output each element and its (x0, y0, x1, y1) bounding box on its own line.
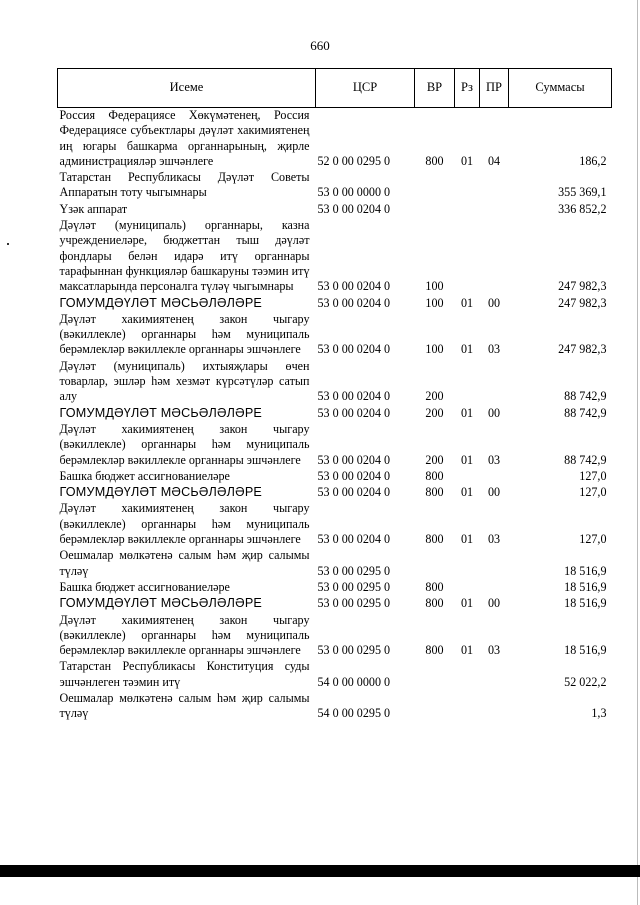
row-sum: 127,0 (579, 485, 607, 500)
row-rz (455, 659, 480, 691)
row-rz (455, 469, 480, 485)
row-vr: 800 (425, 596, 444, 611)
row-name: Татарстан Республикасы Конституция суды эшчәнлеген тәэмин итү (59, 659, 310, 689)
row-csr: 53 0 00 0204 0 (317, 342, 391, 357)
row-rz (455, 170, 480, 202)
table-header-row (58, 69, 612, 108)
table-row (58, 485, 612, 501)
row-pr: 04 (487, 153, 501, 168)
table-row (58, 202, 612, 218)
row-csr: 53 0 00 0204 0 (317, 468, 391, 483)
row-sum: 127,0 (579, 532, 607, 547)
row-vr: 200 (425, 452, 444, 467)
table-row (58, 108, 612, 171)
row-name: Дәүләт (муниципаль) ихтыяҗлары өчен товарлар, эшләр һәм хезмәт күрсәтүләр сатып алу (59, 358, 310, 404)
row-csr: 54 0 00 0000 0 (317, 674, 391, 689)
row-pr: 00 (487, 485, 501, 500)
header-name: Исеме (58, 69, 316, 108)
row-vr (415, 659, 455, 691)
table-row (58, 596, 612, 612)
row-pr (480, 548, 509, 580)
row-vr: 800 (425, 153, 444, 168)
row-rz: 01 (460, 643, 474, 658)
row-csr: 53 0 00 0204 0 (317, 485, 391, 500)
row-pr: 03 (487, 643, 501, 658)
row-vr (415, 548, 455, 580)
header-rz: Рз (455, 69, 480, 108)
table-row (58, 613, 612, 660)
table-row (58, 659, 612, 691)
row-name: Татарстан Республикасы Дәүләт Советы Аппаратын тоту чыгымнары (59, 170, 310, 200)
row-pr (480, 170, 509, 202)
row-pr: 00 (487, 295, 501, 310)
table-row (58, 501, 612, 548)
row-sum: 18 516,9 (564, 579, 607, 594)
row-rz: 01 (460, 596, 474, 611)
row-sum: 18 516,9 (564, 596, 607, 611)
row-csr: 53 0 00 0295 0 (317, 579, 391, 594)
row-vr: 200 (425, 405, 444, 420)
table-row (58, 580, 612, 596)
row-name: Россия Федерациясе Хөкүмәтенең, Россия Федерациясе субъектлары дәүләт хакимиятенең иң югары башкарма органнарының, җирле администрацияләр эшчәнлеге (59, 108, 310, 168)
row-csr: 53 0 00 0204 0 (317, 532, 391, 547)
row-name: ГОМУМДӘҮЛӘТ МӘСЬӘЛӘЛӘРЕ (59, 405, 263, 420)
row-rz: 01 (460, 342, 474, 357)
row-name: Дәүләт хакимиятенең закон чыгару (вәкиллекле) органнары һәм муниципаль берәмлекләр вәкиллекле органнары эшчәнлеге (59, 311, 310, 357)
row-csr: 53 0 00 0204 0 (317, 405, 391, 420)
row-vr (415, 691, 455, 723)
row-csr: 53 0 00 0295 0 (317, 643, 391, 658)
row-sum: 52 022,2 (564, 674, 607, 689)
row-name: Башка бюджет ассигнованиеләре (59, 579, 230, 594)
row-csr: 53 0 00 0204 0 (317, 279, 391, 294)
header-csr: ЦСР (316, 69, 415, 108)
table-body (58, 108, 612, 723)
table-row (58, 218, 612, 295)
table-row (58, 406, 612, 422)
table-row (58, 422, 612, 469)
row-name: ГОМУМДӘҮЛӘТ МӘСЬӘЛӘЛӘРЕ (59, 596, 263, 611)
row-rz: 01 (460, 295, 474, 310)
row-name: Дәүләт (муниципаль) органнары, казна учреждениеләре, бюджеттан тыш дәүләт фондлары белән идарә итү органнары тарафыннан функцияләр башкаруны тәэмин итү максатларында персоналга түләү чыгымнары (59, 218, 310, 294)
table-row (58, 691, 612, 723)
row-name: Оешмалар мөлкәтенә салым һәм җир салымы түләү (59, 548, 310, 578)
row-sum: 336 852,2 (558, 201, 607, 216)
table-row (58, 296, 612, 312)
header-vr: ВР (415, 69, 455, 108)
row-csr: 53 0 00 0295 0 (317, 596, 391, 611)
table-row (58, 170, 612, 202)
row-rz: 01 (460, 452, 474, 467)
row-vr: 800 (425, 485, 444, 500)
row-pr (480, 691, 509, 723)
row-name: Дәүләт хакимиятенең закон чыгару (вәкиллекле) органнары һәм муниципаль берәмлекләр вәкиллекле органнары эшчәнлеге (59, 612, 310, 658)
row-rz (455, 691, 480, 723)
row-vr: 800 (425, 579, 444, 594)
row-rz (455, 359, 480, 406)
row-vr: 100 (425, 342, 444, 357)
row-sum: 88 742,9 (564, 452, 607, 467)
row-pr (480, 469, 509, 485)
row-rz: 01 (460, 485, 474, 500)
row-name: Оешмалар мөлкәтенә салым һәм җир салымы түләү (59, 690, 310, 721)
row-pr (480, 659, 509, 691)
row-pr: 03 (487, 342, 501, 357)
row-rz: 01 (460, 153, 474, 168)
row-pr: 03 (487, 532, 501, 547)
row-pr (480, 580, 509, 596)
row-csr: 53 0 00 0204 0 (317, 389, 391, 404)
row-vr: 100 (425, 279, 444, 294)
header-pr: ПР (480, 69, 509, 108)
row-sum: 88 742,9 (564, 405, 607, 420)
row-name: Үзәк аппарат (59, 201, 128, 216)
row-pr (480, 218, 509, 295)
row-rz: 01 (460, 532, 474, 547)
row-sum: 18 516,9 (564, 563, 607, 578)
row-rz (455, 548, 480, 580)
row-name: Дәүләт хакимиятенең закон чыгару (вәкиллекле) органнары һәм муниципаль берәмлекләр вәкиллекле органнары эшчәнлеге (59, 421, 310, 467)
row-vr (415, 202, 455, 218)
row-name: Дәүләт хакимиятенең закон чыгару (вәкиллекле) органнары һәм муниципаль берәмлекләр вәкиллекле органнары эшчәнлеге (59, 501, 310, 547)
table-row (58, 312, 612, 359)
row-sum: 186,2 (579, 153, 607, 168)
scan-mark (7, 243, 9, 245)
row-pr (480, 359, 509, 406)
row-name: Башка бюджет ассигнованиеләре (59, 468, 230, 483)
scan-edge (637, 0, 638, 905)
row-name: ГОМУМДӘҮЛӘТ МӘСЬӘЛӘЛӘРЕ (59, 295, 263, 310)
row-csr: 53 0 00 0000 0 (317, 185, 391, 200)
row-rz: 01 (460, 405, 474, 420)
row-vr: 100 (425, 295, 444, 310)
row-vr: 800 (425, 643, 444, 658)
row-csr: 53 0 00 0204 0 (317, 452, 391, 467)
row-pr (480, 202, 509, 218)
page-number: 660 (310, 38, 330, 53)
row-sum: 127,0 (579, 468, 607, 483)
row-vr: 800 (425, 468, 444, 483)
row-vr: 200 (425, 389, 444, 404)
row-sum: 1,3 (591, 706, 607, 721)
row-pr: 00 (487, 596, 501, 611)
row-vr (415, 170, 455, 202)
row-csr: 52 0 00 0295 0 (317, 153, 391, 168)
row-sum: 18 516,9 (564, 643, 607, 658)
row-name: ГОМУМДӘҮЛӘТ МӘСЬӘЛӘЛӘРЕ (59, 485, 263, 500)
header-sum: Суммасы (509, 69, 612, 108)
table-row (58, 469, 612, 485)
row-rz (455, 218, 480, 295)
row-csr: 53 0 00 0204 0 (317, 201, 391, 216)
budget-table (57, 68, 612, 723)
scan-bottom-bar (0, 865, 640, 877)
row-csr: 53 0 00 0295 0 (317, 563, 391, 578)
row-sum: 247 982,3 (558, 295, 607, 310)
table-row (58, 548, 612, 580)
row-csr: 53 0 00 0204 0 (317, 295, 391, 310)
row-rz (455, 202, 480, 218)
row-sum: 355 369,1 (558, 185, 607, 200)
row-sum: 247 982,3 (558, 279, 607, 294)
row-sum: 88 742,9 (564, 389, 607, 404)
row-sum: 247 982,3 (558, 342, 607, 357)
row-pr: 03 (487, 452, 501, 467)
row-vr: 800 (425, 532, 444, 547)
table-row (58, 359, 612, 406)
row-rz (455, 580, 480, 596)
row-pr: 00 (487, 405, 501, 420)
row-csr: 54 0 00 0295 0 (317, 706, 391, 721)
